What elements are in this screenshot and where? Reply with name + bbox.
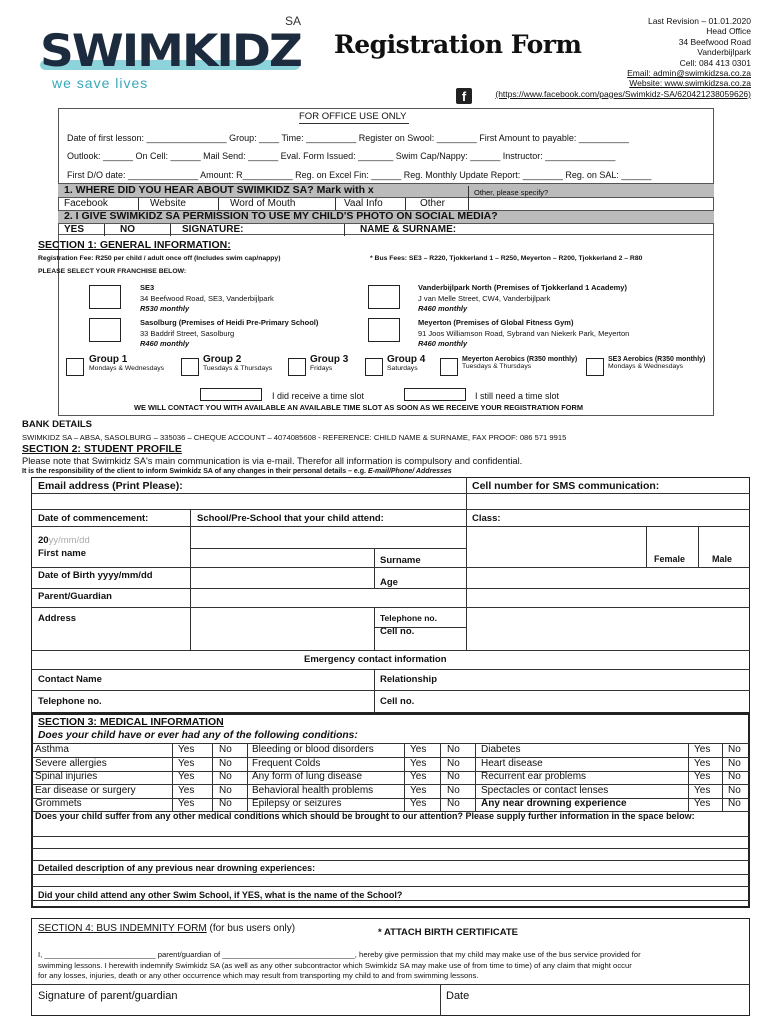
section2-responsibility xyxy=(22,468,452,475)
condition-no[interactable]: No xyxy=(728,771,741,782)
website-link[interactable]: Website: www.swimkidzsa.co.za xyxy=(629,78,751,89)
need-slot-label: I still need a time slot xyxy=(475,391,560,401)
group1-checkbox[interactable] xyxy=(66,358,84,376)
responsibility-example: E-mail/Phone/ Addresses xyxy=(367,468,452,475)
office-row-1: Date of first lesson: ________________ Group: ____ Time: __________ Register on Swool: ________ First Amount to payable: __________ xyxy=(67,133,629,143)
logo-sa: SA xyxy=(285,14,302,28)
franchise-meyerton-checkbox[interactable] xyxy=(368,318,400,342)
male-option[interactable]: Male xyxy=(712,554,733,564)
logo-tagline: we save lives xyxy=(52,75,149,91)
signature-label: Signature of parent/guardian xyxy=(38,990,178,1002)
head-office-text: Head Office xyxy=(706,26,751,37)
condition-yes[interactable]: Yes xyxy=(410,798,427,809)
q2-label: 2. I GIVE SWIMKIDZ SA PERMISSION TO USE MY CHILD'S PHOTO ON SOCIAL MEDIA? xyxy=(64,210,498,222)
cell-line: Cell: 084 413 0301 xyxy=(679,57,751,68)
group-days: Saturdays xyxy=(387,365,418,372)
franchise-price: R460 monthly xyxy=(418,304,468,313)
school-label: School/Pre-School that your child attend: xyxy=(197,513,384,524)
condition-no[interactable]: No xyxy=(219,771,232,782)
address-label: Address xyxy=(38,613,77,624)
condition-label: Spinal injuries xyxy=(35,771,98,782)
condition-no[interactable]: No xyxy=(447,758,460,769)
section4-title xyxy=(38,923,295,934)
franchise-price: R530 monthly xyxy=(140,304,190,313)
age-label: Age xyxy=(380,577,398,588)
surname-label: Surname xyxy=(380,555,421,566)
telephone2-label: Telephone no. xyxy=(38,696,102,707)
q2-yes[interactable]: YES xyxy=(64,224,85,235)
condition-yes[interactable]: Yes xyxy=(694,785,711,796)
group1 xyxy=(89,354,164,372)
bank-title: BANK DETAILS xyxy=(22,419,93,430)
bank-details: SWIMKIDZ SA – ABSA, SASOLBURG – 335036 – CHEQUE ACCOUNT – 4074085608 - REFERENCE: CHILD NAME & SURNAME, FAX PROOF: 086 571 9915 xyxy=(22,433,567,442)
near-drowning-label: Detailed description of any previous near drowning experiences: xyxy=(38,863,316,873)
condition-label: Behavioral health problems xyxy=(252,785,374,796)
condition-label: Recurrent ear problems xyxy=(481,771,587,782)
condition-no[interactable]: No xyxy=(447,744,460,755)
medical-question: Does your child have or ever had any of the following conditions: xyxy=(38,730,358,741)
condition-yes[interactable]: Yes xyxy=(694,798,711,809)
franchise-name: Vanderbijlpark North (Premises of Tjokkerland 1 Academy) xyxy=(418,283,627,292)
section2-note: Please note that Swimkidz SA's main communication is via e-mail. Therefor all information is compulsory and confidential. xyxy=(22,456,523,466)
contact-name-label: Contact Name xyxy=(38,674,102,685)
franchise-se3 xyxy=(140,283,274,315)
date-placeholder: yy/mm/dd xyxy=(48,535,90,546)
office-row-3: First D/O date: ______________ Amount: R__________ Reg. on Excel Fin: ______ Reg. Monthly Update Report: ________ Reg. on SAL: ______ xyxy=(67,170,652,180)
franchise-vanderbijlpark-north xyxy=(418,283,627,315)
commencement-label: Date of commencement: xyxy=(38,513,149,524)
condition-yes[interactable]: Yes xyxy=(694,744,711,755)
commencement-date-field[interactable] xyxy=(38,535,90,546)
form-title: Registration Form xyxy=(334,30,582,59)
condition-no[interactable]: No xyxy=(728,798,741,809)
se3-aerobics-checkbox[interactable] xyxy=(586,358,604,376)
se3-aerobics xyxy=(608,356,705,370)
q2-no[interactable]: NO xyxy=(120,224,135,235)
first-name-label: First name xyxy=(38,548,87,559)
cell-label: Cell no. xyxy=(380,626,415,637)
franchise-meyerton xyxy=(418,318,629,350)
condition-yes[interactable]: Yes xyxy=(178,771,195,782)
cell-sms-label: Cell number for SMS communication: xyxy=(472,480,660,492)
condition-yes[interactable]: Yes xyxy=(178,758,195,769)
q1-row xyxy=(58,183,714,197)
cell2-label: Cell no. xyxy=(380,696,415,707)
condition-no[interactable]: No xyxy=(447,785,460,796)
facebook-link[interactable]: (https://www.facebook.com/pages/Swimkidz-SA/620421238059626) xyxy=(495,88,751,99)
indemnity-line: for any losses, injuries, death or any other occurrence which may result from transporting my child to and from swimming lessons. xyxy=(38,971,479,980)
received-slot-label: I did receive a time slot xyxy=(272,391,365,401)
condition-label: Diabetes xyxy=(481,744,521,755)
option-other[interactable]: Other xyxy=(420,198,446,209)
section4-note: (for bus users only) xyxy=(209,923,296,934)
condition-no[interactable]: No xyxy=(447,771,460,782)
year-prefix: 20 xyxy=(38,535,49,546)
group-name: SE3 Aerobics (R350 monthly) xyxy=(608,356,706,363)
logo-wordmark: SWIMKIDZ xyxy=(40,25,301,78)
other-conditions-label: Does your child suffer from any other medical conditions which should be brought to our attention? Please supply further information in the space below: xyxy=(35,811,695,821)
condition-no[interactable]: No xyxy=(219,785,232,796)
relationship-label: Relationship xyxy=(380,674,438,685)
group-days: Fridays xyxy=(310,365,333,372)
condition-label: Spectacles or contact lenses xyxy=(481,785,609,796)
office-row-2: Outlook: ______ On Cell: ______ Mail Send: ______ Eval. Form Issued: _______ Swim Cap/Nappy: ______ Instructor: ______________ xyxy=(67,151,616,161)
franchise-sasolburg xyxy=(140,318,318,350)
condition-label: Bleeding or blood disorders xyxy=(252,744,374,755)
condition-label: Frequent Colds xyxy=(252,758,321,769)
franchise-sasolburg-checkbox[interactable] xyxy=(89,318,121,342)
condition-label: Asthma xyxy=(35,744,69,755)
section1-title: SECTION 1: GENERAL INFORMATION: xyxy=(38,239,231,251)
condition-yes[interactable]: Yes xyxy=(410,771,427,782)
condition-label: Ear disease or surgery xyxy=(35,785,136,796)
q2-options xyxy=(58,223,714,235)
q2-name-surname: NAME & SURNAME: xyxy=(360,224,457,235)
section2-title: SECTION 2: STUDENT PROFILE xyxy=(22,443,182,455)
option-other-specify: Other, please specify? xyxy=(474,188,549,197)
q2-row xyxy=(58,210,714,223)
option-facebook[interactable]: Facebook xyxy=(64,198,108,209)
condition-yes[interactable]: Yes xyxy=(410,758,427,769)
group4-checkbox[interactable] xyxy=(365,358,383,376)
office-heading: FOR OFFICE USE ONLY xyxy=(299,111,407,122)
franchise-select-label: PLEASE SELECT YOUR FRANCHISE BELOW: xyxy=(38,268,187,275)
group2-checkbox[interactable] xyxy=(181,358,199,376)
section4-heading: SECTION 4: BUS INDEMNITY FORM xyxy=(38,923,207,934)
condition-no[interactable]: No xyxy=(219,758,232,769)
franchise-address: 33 Baddrif Street, Sasolburg xyxy=(140,328,235,338)
condition-no[interactable]: No xyxy=(728,744,741,755)
group-days: Tuesdays & Thursdays xyxy=(203,365,273,372)
responsibility-text: It is the responsibility of the client to inform Swimkidz SA of any changes in their personal details – e.g. xyxy=(22,468,366,475)
indemnity-line: I, __________________________ parent/guardian of _______________________________, hereby give permission that my child may make use of the bus service provided for xyxy=(38,950,641,959)
group2 xyxy=(203,354,272,372)
female-option[interactable]: Female xyxy=(654,554,686,564)
indemnity-text xyxy=(38,950,750,982)
need-slot-checkbox[interactable] xyxy=(404,388,466,401)
condition-label: Any near drowning experience xyxy=(481,798,627,809)
group-days: Mondays & Wednesdays xyxy=(89,365,165,372)
condition-no[interactable]: No xyxy=(447,798,460,809)
condition-yes[interactable]: Yes xyxy=(410,744,427,755)
date-label: Date xyxy=(446,990,470,1002)
condition-no[interactable]: No xyxy=(728,758,741,769)
condition-yes[interactable]: Yes xyxy=(178,744,195,755)
franchise-name: Meyerton (Premises of Global Fitness Gym) xyxy=(418,318,574,327)
city-line: Vanderbijlpark xyxy=(697,47,751,58)
address-line: 34 Beefwood Road xyxy=(678,36,751,47)
condition-label: Epilepsy or seizures xyxy=(252,798,342,809)
meyerton-aerobics xyxy=(462,356,577,370)
condition-no[interactable]: No xyxy=(219,798,232,809)
condition-yes[interactable]: Yes xyxy=(178,798,195,809)
group-name: Meyerton Aerobics (R350 monthly) xyxy=(462,356,578,363)
emergency-heading: Emergency contact information xyxy=(304,654,447,665)
revision-text: Last Revision – 01.01.2020 xyxy=(647,16,751,26)
guardian-label: Parent/Guardian xyxy=(38,591,112,602)
telephone-label: Telephone no. xyxy=(380,613,437,623)
meyerton-aerobics-checkbox[interactable] xyxy=(440,358,458,376)
received-slot-checkbox[interactable] xyxy=(200,388,262,401)
group-name: Group 3 xyxy=(310,354,349,365)
condition-yes[interactable]: Yes xyxy=(694,771,711,782)
dob-label: Date of Birth yyyy/mm/dd xyxy=(38,570,153,581)
contact-note: WE WILL CONTACT YOU WITH AVAILABLE AN AVAILABLE TIME SLOT AS SOON AS WE RECEIVE YOUR REGISTRATION FORM xyxy=(134,403,584,412)
franchise-name: Sasolburg (Premises of Heidi Pre-Primary School) xyxy=(140,318,319,327)
condition-yes[interactable]: Yes xyxy=(178,785,195,796)
group-days: Mondays & Wednesdays xyxy=(608,363,684,370)
franchise-se3-checkbox[interactable] xyxy=(89,285,121,309)
section3-title: SECTION 3: MEDICAL INFORMATION xyxy=(38,716,224,728)
email-link[interactable]: Email: admin@swimkidzsa.co.za xyxy=(627,68,751,79)
group3 xyxy=(310,354,348,372)
group-days: Tuesdays & Thursdays xyxy=(462,363,532,370)
condition-label: Grommets xyxy=(35,798,82,809)
condition-label: Severe allergies xyxy=(35,758,107,769)
other-school-label: Did your child attend any other Swim School, if YES, what is the name of the School? xyxy=(38,890,403,900)
franchise-vanderbijlpark-north-checkbox[interactable] xyxy=(368,285,400,309)
header-contact-info xyxy=(495,16,751,99)
group-name: Group 1 xyxy=(89,354,128,365)
facebook-icon[interactable]: f xyxy=(456,88,472,104)
group4 xyxy=(387,354,425,372)
franchise-price: R460 monthly xyxy=(140,339,190,348)
group-name: Group 2 xyxy=(203,354,242,365)
indemnity-line: swimming lessons. I herewith indemnify Swimkidz SA (as well as any other subcontractor which Swimkidz SA may make use of from time to time) of any claim that might occur xyxy=(38,960,632,970)
condition-yes[interactable]: Yes xyxy=(410,785,427,796)
condition-label: Any form of lung disease xyxy=(252,771,363,782)
franchise-price: R460 monthly xyxy=(418,339,468,348)
bus-fees: * Bus Fees: SE3 – R220, Tjokkerland 1 – R250, Meyerton – R200, Tjokkerland 2 – R80 xyxy=(370,255,643,262)
q1-label: 1. WHERE DID YOU HEAR ABOUT SWIMKIDZ SA? Mark with x xyxy=(64,184,374,196)
option-website[interactable]: Website xyxy=(150,198,186,209)
franchise-name: SE3 xyxy=(140,283,155,292)
option-word-of-mouth[interactable]: Word of Mouth xyxy=(230,198,296,209)
condition-no[interactable]: No xyxy=(728,785,741,796)
franchise-address: J van Melle Street, CW4, Vanderbijlpark xyxy=(418,293,551,303)
class-label: Class: xyxy=(472,513,501,524)
franchise-address: 91 Joos Williamson Road, Sybrand van Niekerk Park, Meyerton xyxy=(418,328,630,338)
franchise-address: 34 Beefwood Road, SE3, Vanderbijlpark xyxy=(140,293,274,303)
option-vaal-info[interactable]: Vaal Info xyxy=(344,198,383,209)
registration-fee: Registration Fee: R250 per child / adult once off (Includes swim cap/nappy) xyxy=(38,255,281,262)
group3-checkbox[interactable] xyxy=(288,358,306,376)
q2-signature: SIGNATURE: xyxy=(182,224,244,235)
birth-certificate-note: * ATTACH BIRTH CERTIFICATE xyxy=(378,927,519,938)
email-label: Email address (Print Please): xyxy=(38,480,183,492)
condition-label: Heart disease xyxy=(481,758,543,769)
group-name: Group 4 xyxy=(387,354,426,365)
condition-yes[interactable]: Yes xyxy=(694,758,711,769)
condition-no[interactable]: No xyxy=(219,744,232,755)
